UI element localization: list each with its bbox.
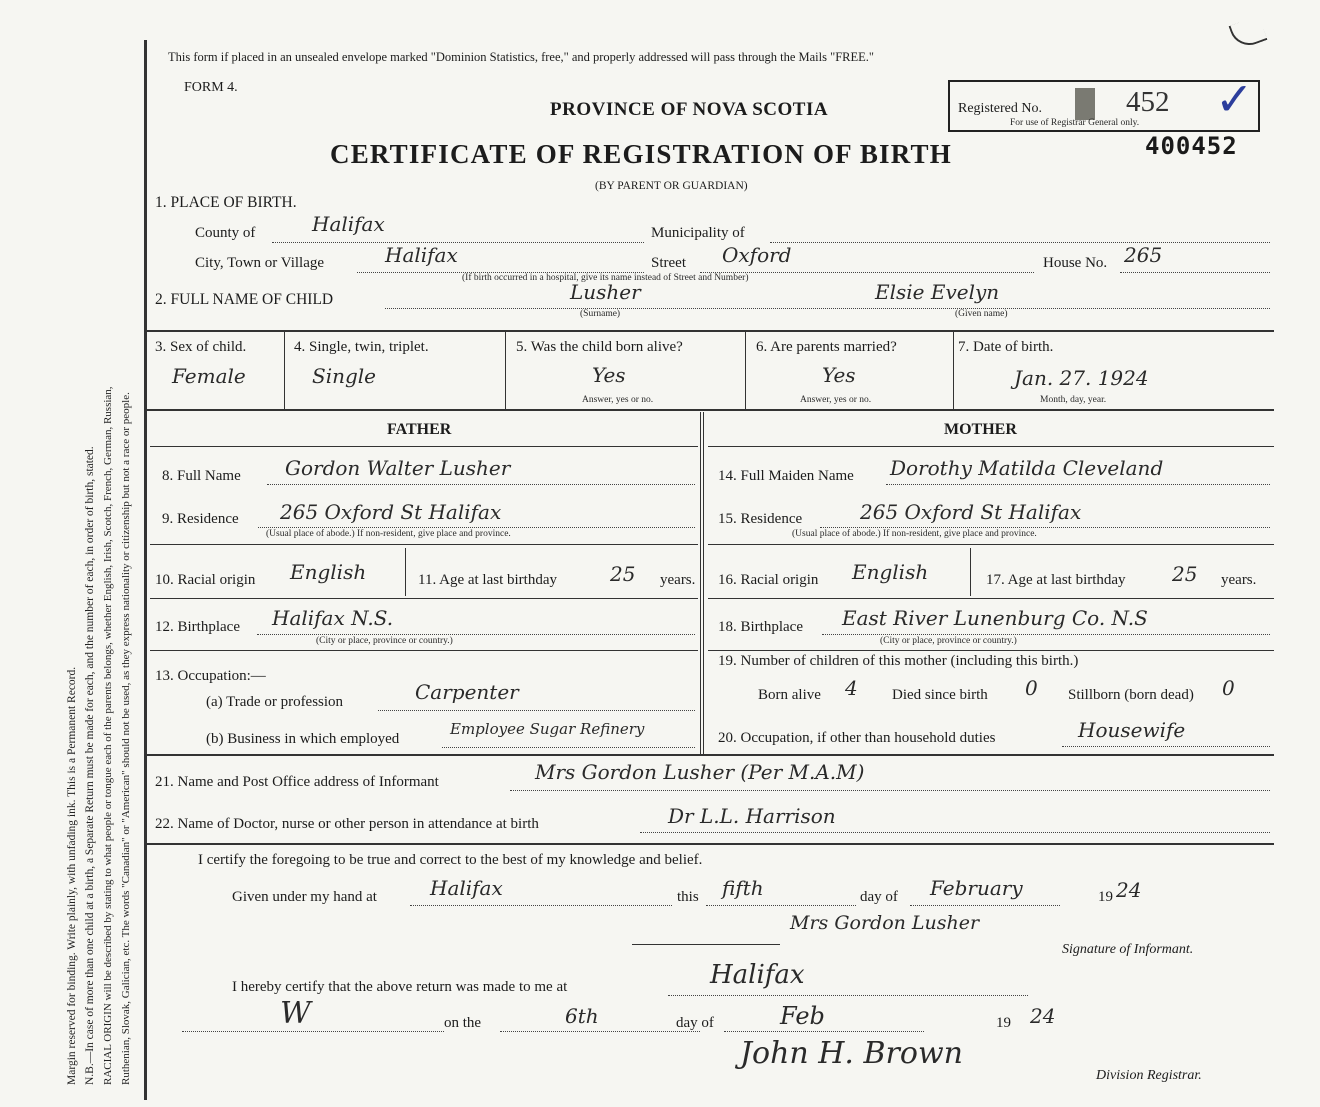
child-surname: Lusher: [570, 280, 641, 304]
born-alive-count-value: 4: [845, 676, 858, 700]
registrar-note: For use of Registrar General only.: [1010, 118, 1140, 128]
date-of-birth-caption: Month, day, year.: [1040, 395, 1107, 405]
mother-residence-value: 265 Oxford St Halifax: [860, 500, 1082, 524]
divider-after-stats: [144, 409, 1274, 411]
given-month-line: [910, 905, 1060, 906]
father-race-value: English: [290, 560, 367, 584]
given-place-value: Halifax: [430, 876, 503, 900]
mother-heading: MOTHER: [944, 421, 1017, 438]
municipality-line: [770, 242, 1270, 243]
doctor-line: [640, 832, 1270, 833]
house-line: [1120, 272, 1270, 273]
father-heading-rule: [150, 446, 698, 447]
place-of-birth-label: 1. PLACE OF BIRTH.: [155, 194, 297, 211]
plurality-label: 4. Single, twin, triplet.: [294, 339, 429, 355]
father-race-label: 10. Racial origin: [155, 572, 256, 588]
mother-name-label: 14. Full Maiden Name: [718, 468, 854, 484]
sex-value: Female: [172, 364, 246, 388]
father-birthplace-label: 12. Birthplace: [155, 619, 240, 635]
given-place-line: [410, 905, 672, 906]
informant-line: [510, 790, 1270, 791]
province-heading: PROVINCE OF NOVA SCOTIA: [550, 99, 829, 120]
stats-col-3: [745, 330, 746, 409]
father-name-value: Gordon Walter Lusher: [285, 456, 511, 480]
mother-birthplace-label: 18. Birthplace: [718, 619, 803, 635]
registrar-month-line: [724, 1031, 924, 1032]
mother-name-value: Dorothy Matilda Cleveland: [890, 456, 1164, 480]
surname-caption: (Surname): [580, 309, 621, 319]
registrar-year-prefix: 19: [996, 1015, 1011, 1031]
mother-occupation-label: 20. Occupation, if other than household duties: [718, 730, 996, 746]
registrar-month-value: Feb: [780, 1002, 825, 1030]
stats-col-4: [953, 330, 954, 409]
divider-after-name: [144, 330, 1274, 332]
business-value: Employee Sugar Refinery: [450, 720, 645, 738]
date-of-birth-label: 7. Date of birth.: [958, 339, 1054, 355]
given-name-caption: (Given name): [955, 309, 1008, 319]
given-month-value: February: [930, 876, 1023, 900]
mother-birthplace-line: [822, 634, 1270, 635]
mail-notice: This form if placed in an unsealed envelope marked "Dominion Statistics, free," and properly addressed will pass through the Mails "FREE.": [168, 50, 875, 64]
stillborn-value: 0: [1222, 676, 1235, 700]
business-line: [442, 747, 695, 748]
trade-line: [378, 710, 695, 711]
mother-rule-3: [708, 650, 1274, 651]
born-alive-value: Yes: [592, 363, 626, 387]
given-year-value: 24: [1116, 878, 1142, 902]
registered-number: 452: [1126, 86, 1170, 118]
margin-note-4: Ruthenian, Slovak, Galician, etc. The words "Canadian" or "American" should not be used, as they express nationality or citizenship but not a race or people.: [120, 392, 132, 1085]
mother-race-label: 16. Racial origin: [718, 572, 819, 588]
divider-before-certification: [144, 843, 1274, 845]
children-count-label: 19. Number of children of this mother (including this birth.): [718, 653, 1079, 669]
informant-signature-caption: Signature of Informant.: [1062, 942, 1194, 957]
mother-race-divider: [970, 548, 971, 596]
parents-married-value: Yes: [822, 363, 856, 387]
father-residence-line: [258, 527, 695, 528]
father-age-value: 25: [610, 562, 636, 586]
stamp-number: 400452: [1145, 132, 1238, 160]
father-rule-1: [150, 544, 698, 545]
father-residence-value: 265 Oxford St Halifax: [280, 500, 502, 524]
mother-occupation-value: Housewife: [1078, 718, 1186, 742]
county-line: [272, 242, 644, 243]
street-value: Oxford: [722, 243, 792, 267]
mother-age-label: 17. Age at last birthday: [986, 572, 1126, 588]
city-value: Halifax: [385, 243, 458, 267]
registered-stamp-mark: [1075, 88, 1095, 120]
trade-label: (a) Trade or profession: [206, 694, 344, 710]
father-heading: FATHER: [387, 421, 452, 438]
left-border: [144, 40, 147, 1100]
father-rule-3: [150, 650, 698, 651]
father-birthplace-caption: (City or place, province or country.): [316, 636, 453, 646]
division-registrar-caption: Division Registrar.: [1096, 1068, 1202, 1083]
stats-col-1: [284, 330, 285, 409]
day-of-label: day of: [860, 889, 898, 905]
date-of-birth-value: Jan. 27. 1924: [1014, 366, 1149, 390]
father-age-label: 11. Age at last birthday: [418, 572, 557, 588]
father-birthplace-line: [257, 634, 695, 635]
street-label: Street: [651, 255, 686, 271]
sex-label: 3. Sex of child.: [155, 339, 247, 355]
informant-signature: Mrs Gordon Lusher: [790, 912, 980, 934]
father-residence-caption: (Usual place of abode.) If non-resident, give place and province.: [266, 529, 511, 539]
mother-occupation-line: [1062, 746, 1270, 747]
father-birthplace-value: Halifax N.S.: [272, 606, 394, 630]
registrar-day-of-label: day of: [676, 1015, 714, 1031]
given-day-line: [706, 905, 856, 906]
mother-rule-2: [708, 598, 1274, 599]
mother-residence-line: [820, 527, 1270, 528]
mother-age-value: 25: [1172, 562, 1198, 586]
plurality-value: Single: [312, 364, 377, 388]
form-number: FORM 4.: [184, 80, 238, 95]
house-number-value: 265: [1124, 243, 1163, 267]
parents-married-caption: Answer, yes or no.: [800, 395, 872, 405]
registrar-day-value: 6th: [565, 1004, 599, 1028]
county-label: County of: [195, 225, 256, 241]
house-number-label: House No.: [1043, 255, 1108, 271]
mother-age-unit: years.: [1221, 572, 1257, 588]
died-since-birth-value: 0: [1025, 676, 1038, 700]
county-value: Halifax: [312, 212, 385, 236]
born-alive-count-label: Born alive: [758, 687, 821, 703]
registrar-initials: W: [280, 996, 311, 1031]
born-alive-caption: Answer, yes or no.: [582, 395, 654, 405]
parents-married-label: 6. Are parents married?: [756, 339, 897, 355]
child-given-name: Elsie Evelyn: [875, 280, 1000, 304]
registrar-signature: John H. Brown: [740, 1036, 963, 1071]
mother-name-line: [886, 484, 1270, 485]
father-name-label: 8. Full Name: [162, 468, 241, 484]
mother-birthplace-value: East River Lunenburg Co. N.S: [842, 606, 1148, 630]
business-label: (b) Business in which employed: [206, 731, 400, 747]
margin-note-1: Margin reserved for binding. Write plainly, with unfading ink. This is a Permanent Record.: [66, 666, 78, 1085]
mother-rule-1: [708, 544, 1274, 545]
certificate-title: CERTIFICATE OF REGISTRATION OF BIRTH: [330, 139, 952, 169]
child-name-label: 2. FULL NAME OF CHILD: [155, 291, 334, 308]
signature-rule: [632, 944, 780, 945]
born-alive-label: 5. Was the child born alive?: [516, 339, 683, 355]
father-rule-2: [150, 598, 698, 599]
mother-race-value: English: [852, 560, 929, 584]
mother-heading-rule: [708, 446, 1274, 447]
father-race-divider: [405, 548, 406, 596]
given-day-value: fifth: [722, 876, 764, 900]
year-prefix: 19: [1098, 889, 1113, 905]
registered-number-box: [948, 80, 1260, 132]
informant-value: Mrs Gordon Lusher (Per M.A.M): [535, 760, 865, 784]
occupation-label: 13. Occupation:—: [155, 668, 266, 684]
registered-label: Registered No.: [958, 101, 1042, 116]
checkmark-icon: ✓: [1215, 72, 1254, 126]
doctor-value: Dr L.L. Harrison: [668, 804, 836, 828]
registrar-place-line: [668, 995, 1028, 996]
father-residence-label: 9. Residence: [162, 511, 239, 527]
certificate-subtitle: (BY PARENT OR GUARDIAN): [595, 180, 748, 192]
child-name-line: [385, 308, 1270, 309]
municipality-label: Municipality of: [651, 225, 745, 241]
informant-label: 21. Name and Post Office address of Informant: [155, 774, 439, 790]
registrar-initials-line: [182, 1031, 444, 1032]
doctor-label: 22. Name of Doctor, nurse or other person in attendance at birth: [155, 816, 539, 832]
this-label: this: [677, 889, 699, 905]
city-label: City, Town or Village: [195, 255, 325, 271]
father-name-line: [267, 484, 695, 485]
certification-statement: I certify the foregoing to be true and correct to the best of my knowledge and belief.: [198, 852, 703, 868]
trade-value: Carpenter: [415, 680, 519, 704]
died-since-birth-label: Died since birth: [892, 687, 988, 703]
given-under-hand-label: Given under my hand at: [232, 889, 377, 905]
mother-birthplace-caption: (City or place, province or country.): [880, 636, 1017, 646]
divider-after-parents: [144, 754, 1274, 756]
on-the-label: on the: [444, 1015, 482, 1031]
mother-residence-caption: (Usual place of abode.) If non-resident, give place and province.: [792, 529, 1037, 539]
mother-residence-label: 15. Residence: [718, 511, 803, 527]
corner-tick-mark: [1229, 15, 1268, 50]
registrar-place-value: Halifax: [710, 960, 805, 990]
street-line: [700, 272, 1034, 273]
hospital-note: (If birth occurred in a hospital, give its name instead of Street and Number): [462, 273, 749, 283]
parent-column-divider: [700, 412, 704, 754]
registrar-day-line: [500, 1031, 700, 1032]
margin-note-3: RACIAL ORIGIN will be described by stating to what people or tongue each of the parents belongs, whether English, Irish, Scotch, French, German, Russian,: [102, 386, 114, 1085]
registrar-statement: I hereby certify that the above return was made to me at: [232, 979, 568, 995]
margin-note-2: N.B.—In case of more than one child at a birth, a Separate Return must be made for each, and the number of each, in order of birth, stated.: [84, 446, 96, 1085]
stats-col-2: [505, 330, 506, 409]
father-age-unit: years.: [660, 572, 696, 588]
stillborn-label: Stillborn (born dead): [1068, 687, 1194, 703]
registrar-year-value: 24: [1030, 1004, 1056, 1028]
